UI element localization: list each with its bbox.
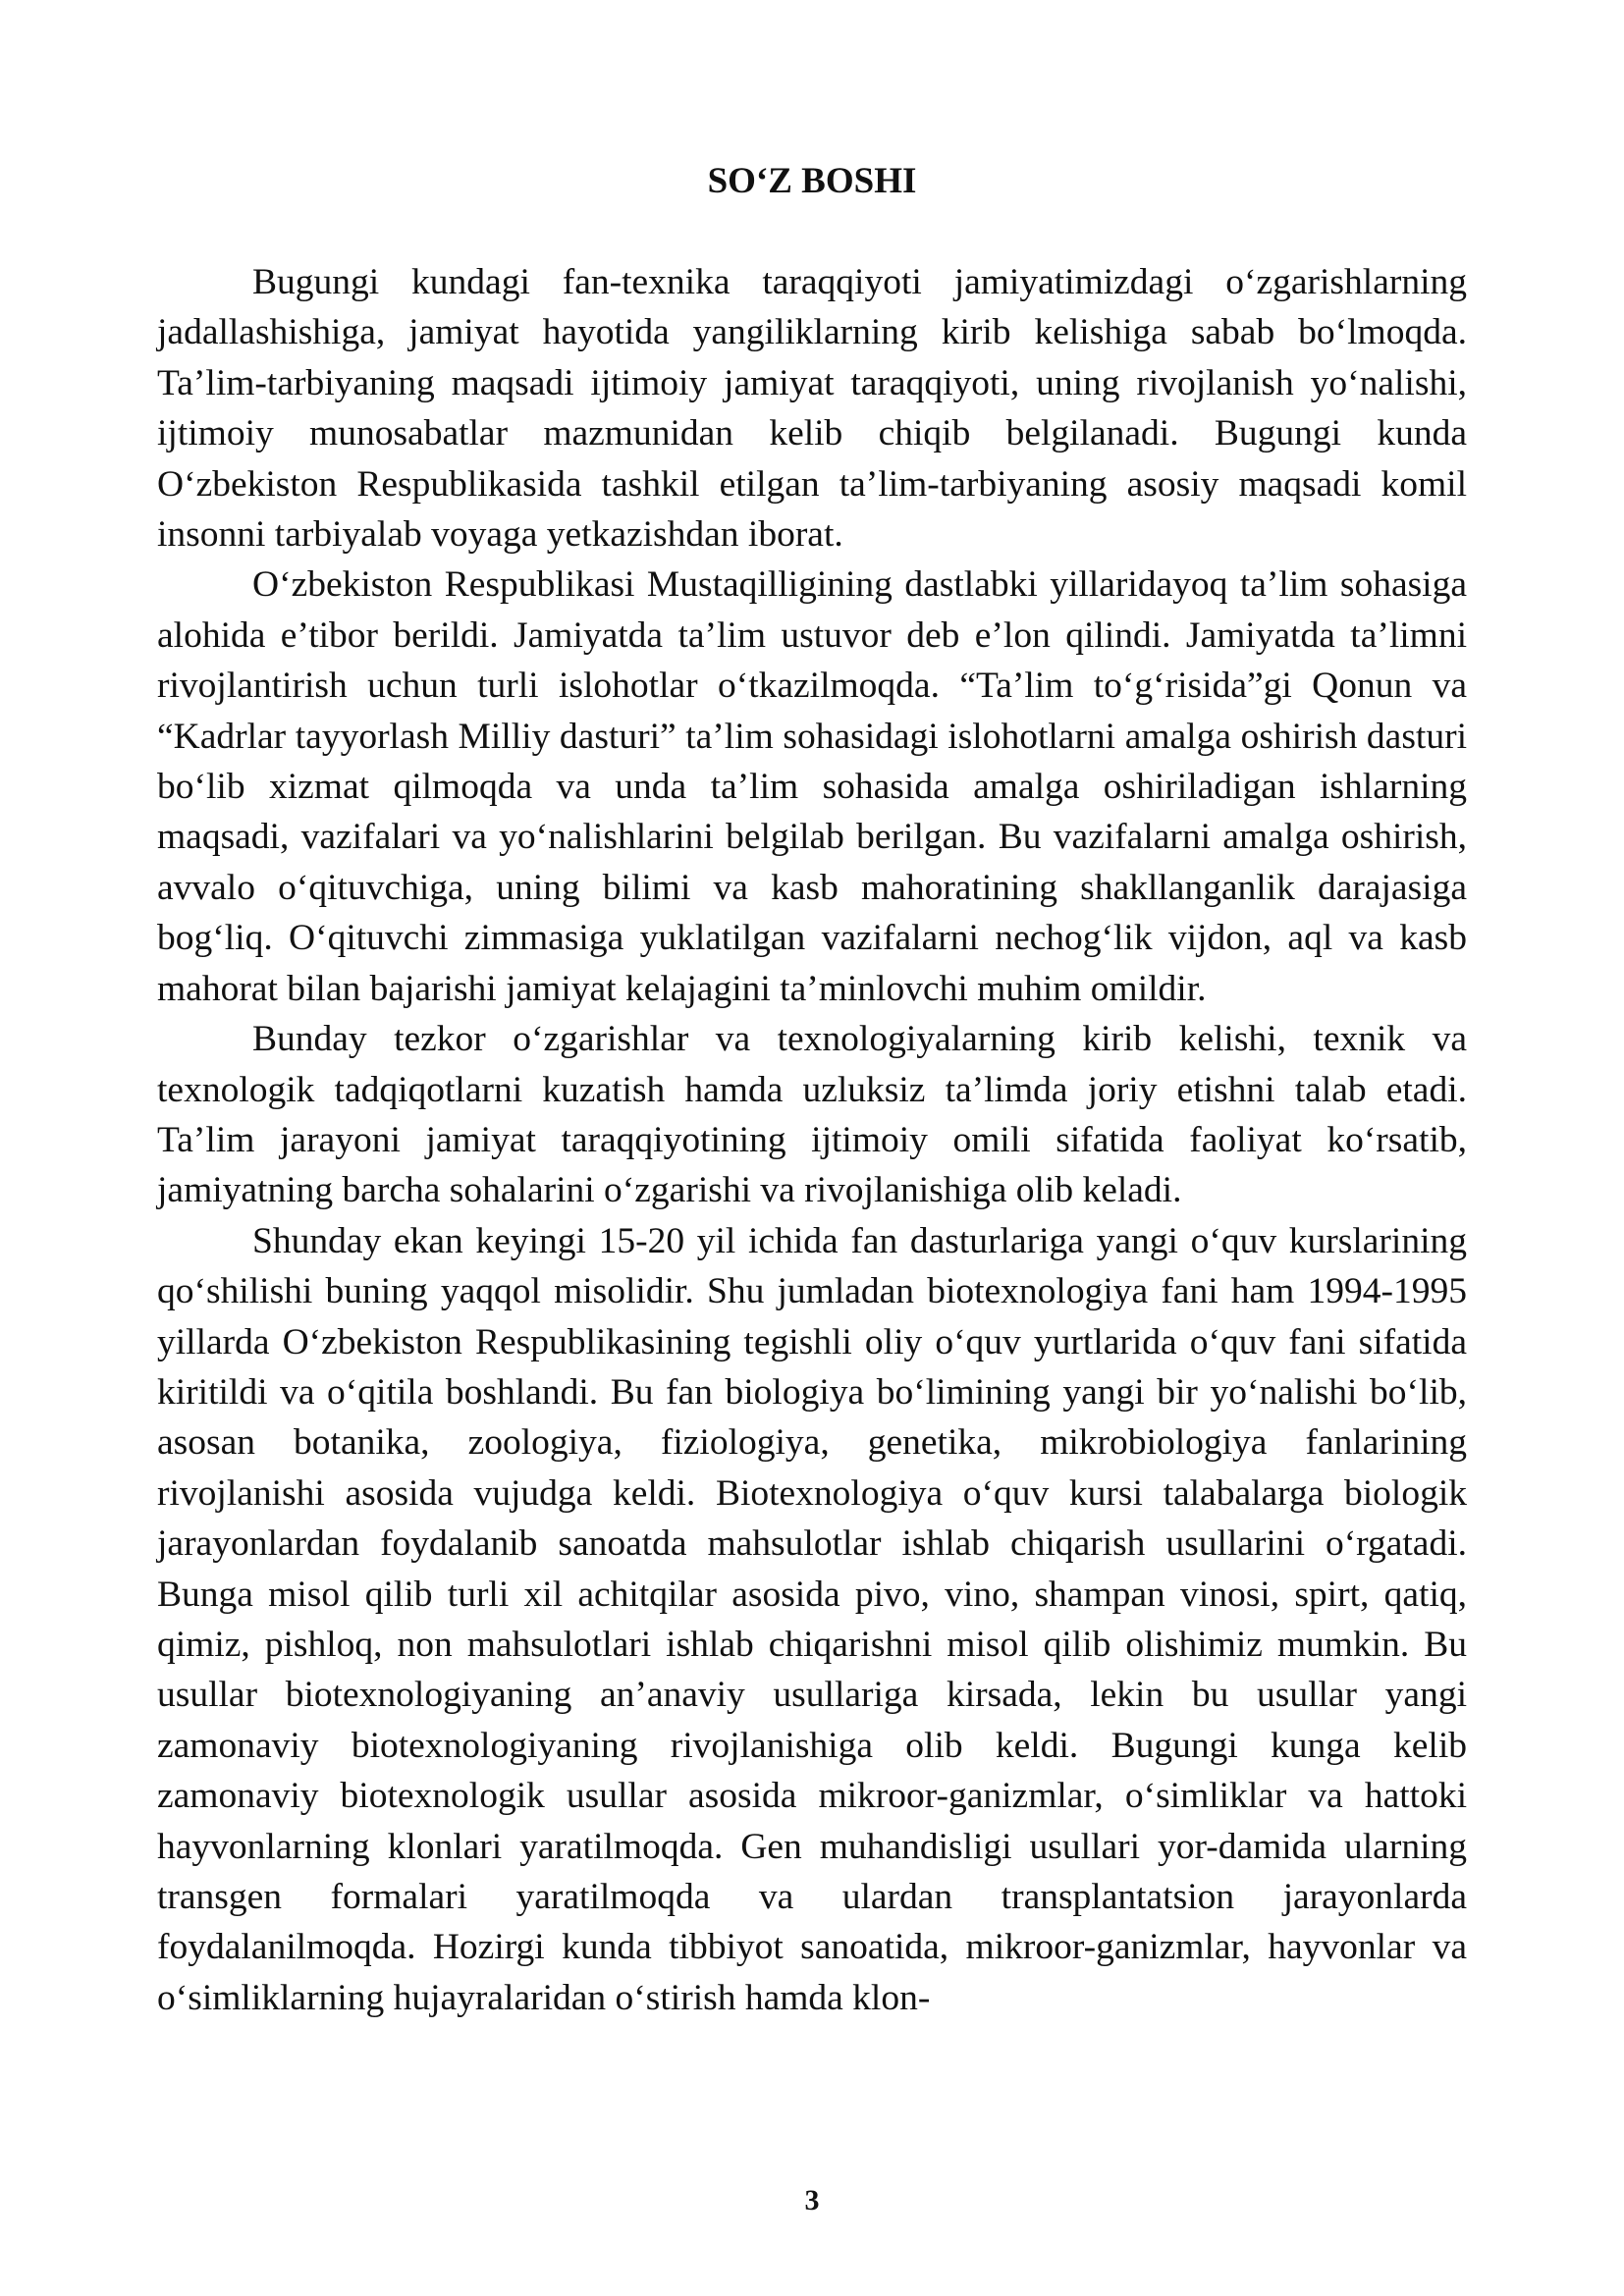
page-title: SO‘Z BOSHI (707, 161, 917, 201)
paragraph-2: O‘zbekiston Respublikasi Mustaqilligining dastlabki yillaridayoq ta’lim sohasiga alohida e’tibor berildi. Jamiyatda ta’lim ustuvor deb e’lon qilindi. Jamiyatda ta’limni rivojlantirish uchun turli islohotlar o‘tkazilmoqda. “Ta’lim to‘g‘risida”gi Qonun va “Kadrlar tayyorlash Milliy dasturi” ta’lim sohasidagi islohotlarni amalga oshirish dasturi bo‘lib xizmat qilmoqda va unda ta’lim sohasida amalga oshiriladigan ishlarning maqsadi, vazifalari va yo‘nalishlarini belgilab berilgan. Bu vazifalarni amalga oshirish, avvalo o‘qituvchiga, uning bilimi va kasb mahoratining shakllanganlik darajasiga bog‘liq. O‘qituvchi zimmasiga yuklatilgan vazifalarni nechog‘lik vijdon, aql va kasb mahorat bilan bajarishi jamiyat kelajagini ta’minlovchi muhim omildir. (157, 564, 1467, 1009)
paragraph-4: Shunday ekan keyingi 15-20 yil ichida fan dasturlariga yangi o‘quv kurslarining qo‘shilishi buning yaqqol misolidir. Shu jumladan biotexnologiya fani ham 1994-1995 yillarda O‘zbekiston Respublikasining tegishli oliy o‘quv yurtlarida o‘quv fani sifatida kiritildi va o‘qitila boshlandi. Bu fan biologiya bo‘limining yangi bir yo‘nalishi bo‘lib, asosan botanika, zoologiya, fiziologiya, genetika, mikrobiologiya fanlarining rivojlanishi asosida vujudga keldi. Biotexnologiya o‘quv kursi talabalarga biologik jarayonlardan foydalanib sanoatda mahsulotlar ishlab chiqarish usullarini o‘rgatadi. Bunga misol qilib turli xil achitqilar asosida pivo, vino, shampan vinosi, spirt, qatiq, qimiz, pishloq, non mahsulotlari ishlab chiqarishni misol qilib olishimiz mumkin. Bu usullar biotexnologiyaning an’anaviy usullariga kirsada, lekin bu usullar yangi zamonaviy biotexnologiyaning rivojlanishiga olib keldi. Bugungi kunga kelib zamonaviy biotexnologik usullar asosida mikroor-ganizmlar, o‘simliklar va hattoki hayvonlarning klonlari yaratilmoqda. Gen muhandisligi usullari yor-damida ularning transgen formalari yaratilmoqda va ulardan transplantatsion jarayonlarda foydalanilmoqda. Hozirgi kunda tibbiyot sanoatida, mikroor-ganizmlar, hayvonlar va o‘simliklarning hujayralaridan o‘stirish hamda klon- (157, 1220, 1467, 2018)
body-text (157, 257, 1467, 2023)
page-number: 3 (804, 2184, 820, 2216)
paragraph-1: Bugungi kundagi fan-texnika taraqqiyoti jamiyatimizdagi o‘zgarishlarning jadallashishiga, jamiyat hayotida yangiliklarning kirib kelishiga sabab bo‘lmoqda. Ta’lim-tarbiyaning maqsadi ijtimoiy jamiyat taraqqiyoti, uning rivojlanish yo‘nalishi, ijtimoiy munosabatlar mazmunidan kelib chiqib belgilanadi. Bugungi kunda O‘zbekiston Respublikasida tashkil etilgan ta’lim-tarbiyaning asosiy maqsadi komil insonni tarbiyalab voyaga yetkazishdan iborat. (157, 262, 1467, 556)
paragraph-3: Bunday tezkor o‘zgarishlar va texnologiyalarning kirib kelishi, texnik va texnologik tadqiqotlarni kuzatish hamda uzluksiz ta’limda joriy etishni talab etadi. Ta’lim jarayoni jamiyat taraqqiyotining ijtimoiy omili sifatida faoliyat ko‘rsatib, jamiyatning barcha sohalarini o‘zgarishi va rivojlanishiga olib keladi. (157, 1019, 1467, 1211)
